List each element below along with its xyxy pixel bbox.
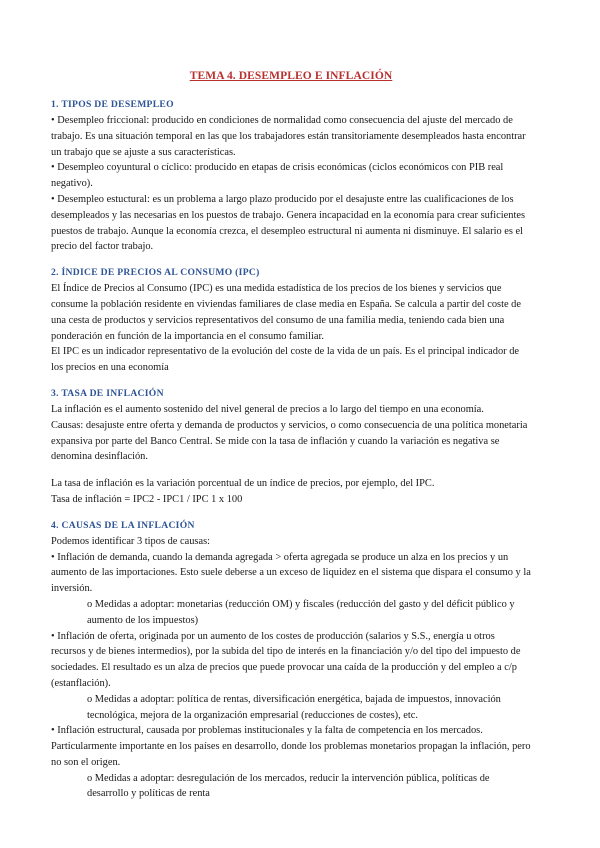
sub-paragraph: o Medidas a adoptar: monetarias (reducción OM) y fiscales (reducción del gasto y del déficit público y aumento de los impuestos) <box>87 598 515 626</box>
paragraph: • Desempleo coyuntural o cíclico: producido en etapas de crisis económicas (ciclos económicos con PIB real negativo). <box>51 162 504 190</box>
sub-paragraph: o Medidas a adoptar: desregulación de los mercados, reducir la intervención pública, políticas de desarrollo y políticas de renta <box>87 772 490 800</box>
paragraph: Podemos identificar 3 tipos de causas: <box>51 535 211 547</box>
section-heading: 3. TASA DE INFLACIÓN <box>51 387 164 399</box>
section-ipc <box>51 266 531 376</box>
section-heading: 2. ÍNDICE DE PRECIOS AL CONSUMO (IPC) <box>51 267 260 279</box>
section-tipos-desempleo <box>51 98 531 255</box>
paragraph: El IPC es un indicador representativo de la evolución del coste de la vida de un país. Es el principal indicador de los precios en una economía <box>51 346 520 374</box>
paragraph: • Inflación de demanda, cuando la demanda agregada > oferta agregada se produce un alza en los precios y un aumento de las importaciones. Esto suele deberse a un exceso de liquidez en el sistema que dispara el consumo y la inversión. <box>51 551 531 595</box>
document-page <box>51 70 531 813</box>
paragraph: El Índice de Precios al Consumo (IPC) es una medida estadística de los precios de los bienes y servicios que consume la población residente en viviendas familiares de clase media en España. Se calcula a partir del coste de una cesta de productos y servicios representativos del consumo de una familia media, teniendo cada bien una ponderación en función de la importancia en el consumo familiar. <box>51 283 521 342</box>
section-causas-inflacion <box>51 519 531 803</box>
section-tasa-inflacion <box>51 387 531 508</box>
document-title: TEMA 4. DESEMPLEO E INFLACIÓN <box>189 70 393 82</box>
formula: Tasa de inflación = IPC2 - IPC1 / IPC 1 x 100 <box>51 493 243 505</box>
paragraph: • Desempleo friccional: producido en condiciones de normalidad como consecuencia del ajuste del mercado de trabajo. Es una situación temporal en las que los trabajadores están transitoriamente desempleados hasta encontrar un trabajo que se ajuste a sus características. <box>51 115 526 158</box>
paragraph: La tasa de inflación es la variación porcentual de un índice de precios, por ejemplo, del IPC. <box>51 478 435 490</box>
paragraph: La inflación es el aumento sostenido del nivel general de precios a lo largo del tiempo en una economía. <box>51 403 484 415</box>
paragraph: • Desempleo estuctural: es un problema a largo plazo producido por el desajuste entre las cualificaciones de los desempleados y las necesarias en los puestos de trabajo. Genera incapacidad en la economía para crear suficientes puestos de trabajo. Aunque la economía crezca, el desempleo estructural ni aumenta ni disminuye. El salario es el precio del factor trabajo. <box>51 193 526 253</box>
paragraph: • Inflación de oferta, originada por un aumento de los costes de producción (salarios y S.S., energía u otros recursos y de bienes intermedios), por la subida del tipo de interés en la financiación y/o del tipo del impuesto de sociedades. El resultado es un alza de precios que puede provocar una caída de la producción y del empleo a c/p (estanflación). <box>51 630 521 689</box>
sub-paragraph: o Medidas a adoptar: política de rentas, diversificación energética, bajada de impuestos, innovación tecnológica, mejora de la organización empresarial (reducciones de costes), etc. <box>87 693 501 721</box>
paragraph: • Inflación estructural, causada por problemas institucionales y la falta de competencia en los mercados. Particularmente importante en los países en desarrollo, donde los problemas monetarios propagan la inflación, pero no son el origen. <box>51 725 531 768</box>
spacer <box>51 465 531 476</box>
section-heading: 1. TIPOS DE DESEMPLEO <box>51 99 174 110</box>
section-heading: 4. CAUSAS DE LA INFLACIÓN <box>51 519 195 531</box>
paragraph: Causas: desajuste entre oferta y demanda de productos y servicios, o como consecuencia de una política monetaria expansiva por parte del Banco Central. Se mide con la tasa de inflación y cuando la variación es negativa se denomina desinflación. <box>51 419 528 463</box>
